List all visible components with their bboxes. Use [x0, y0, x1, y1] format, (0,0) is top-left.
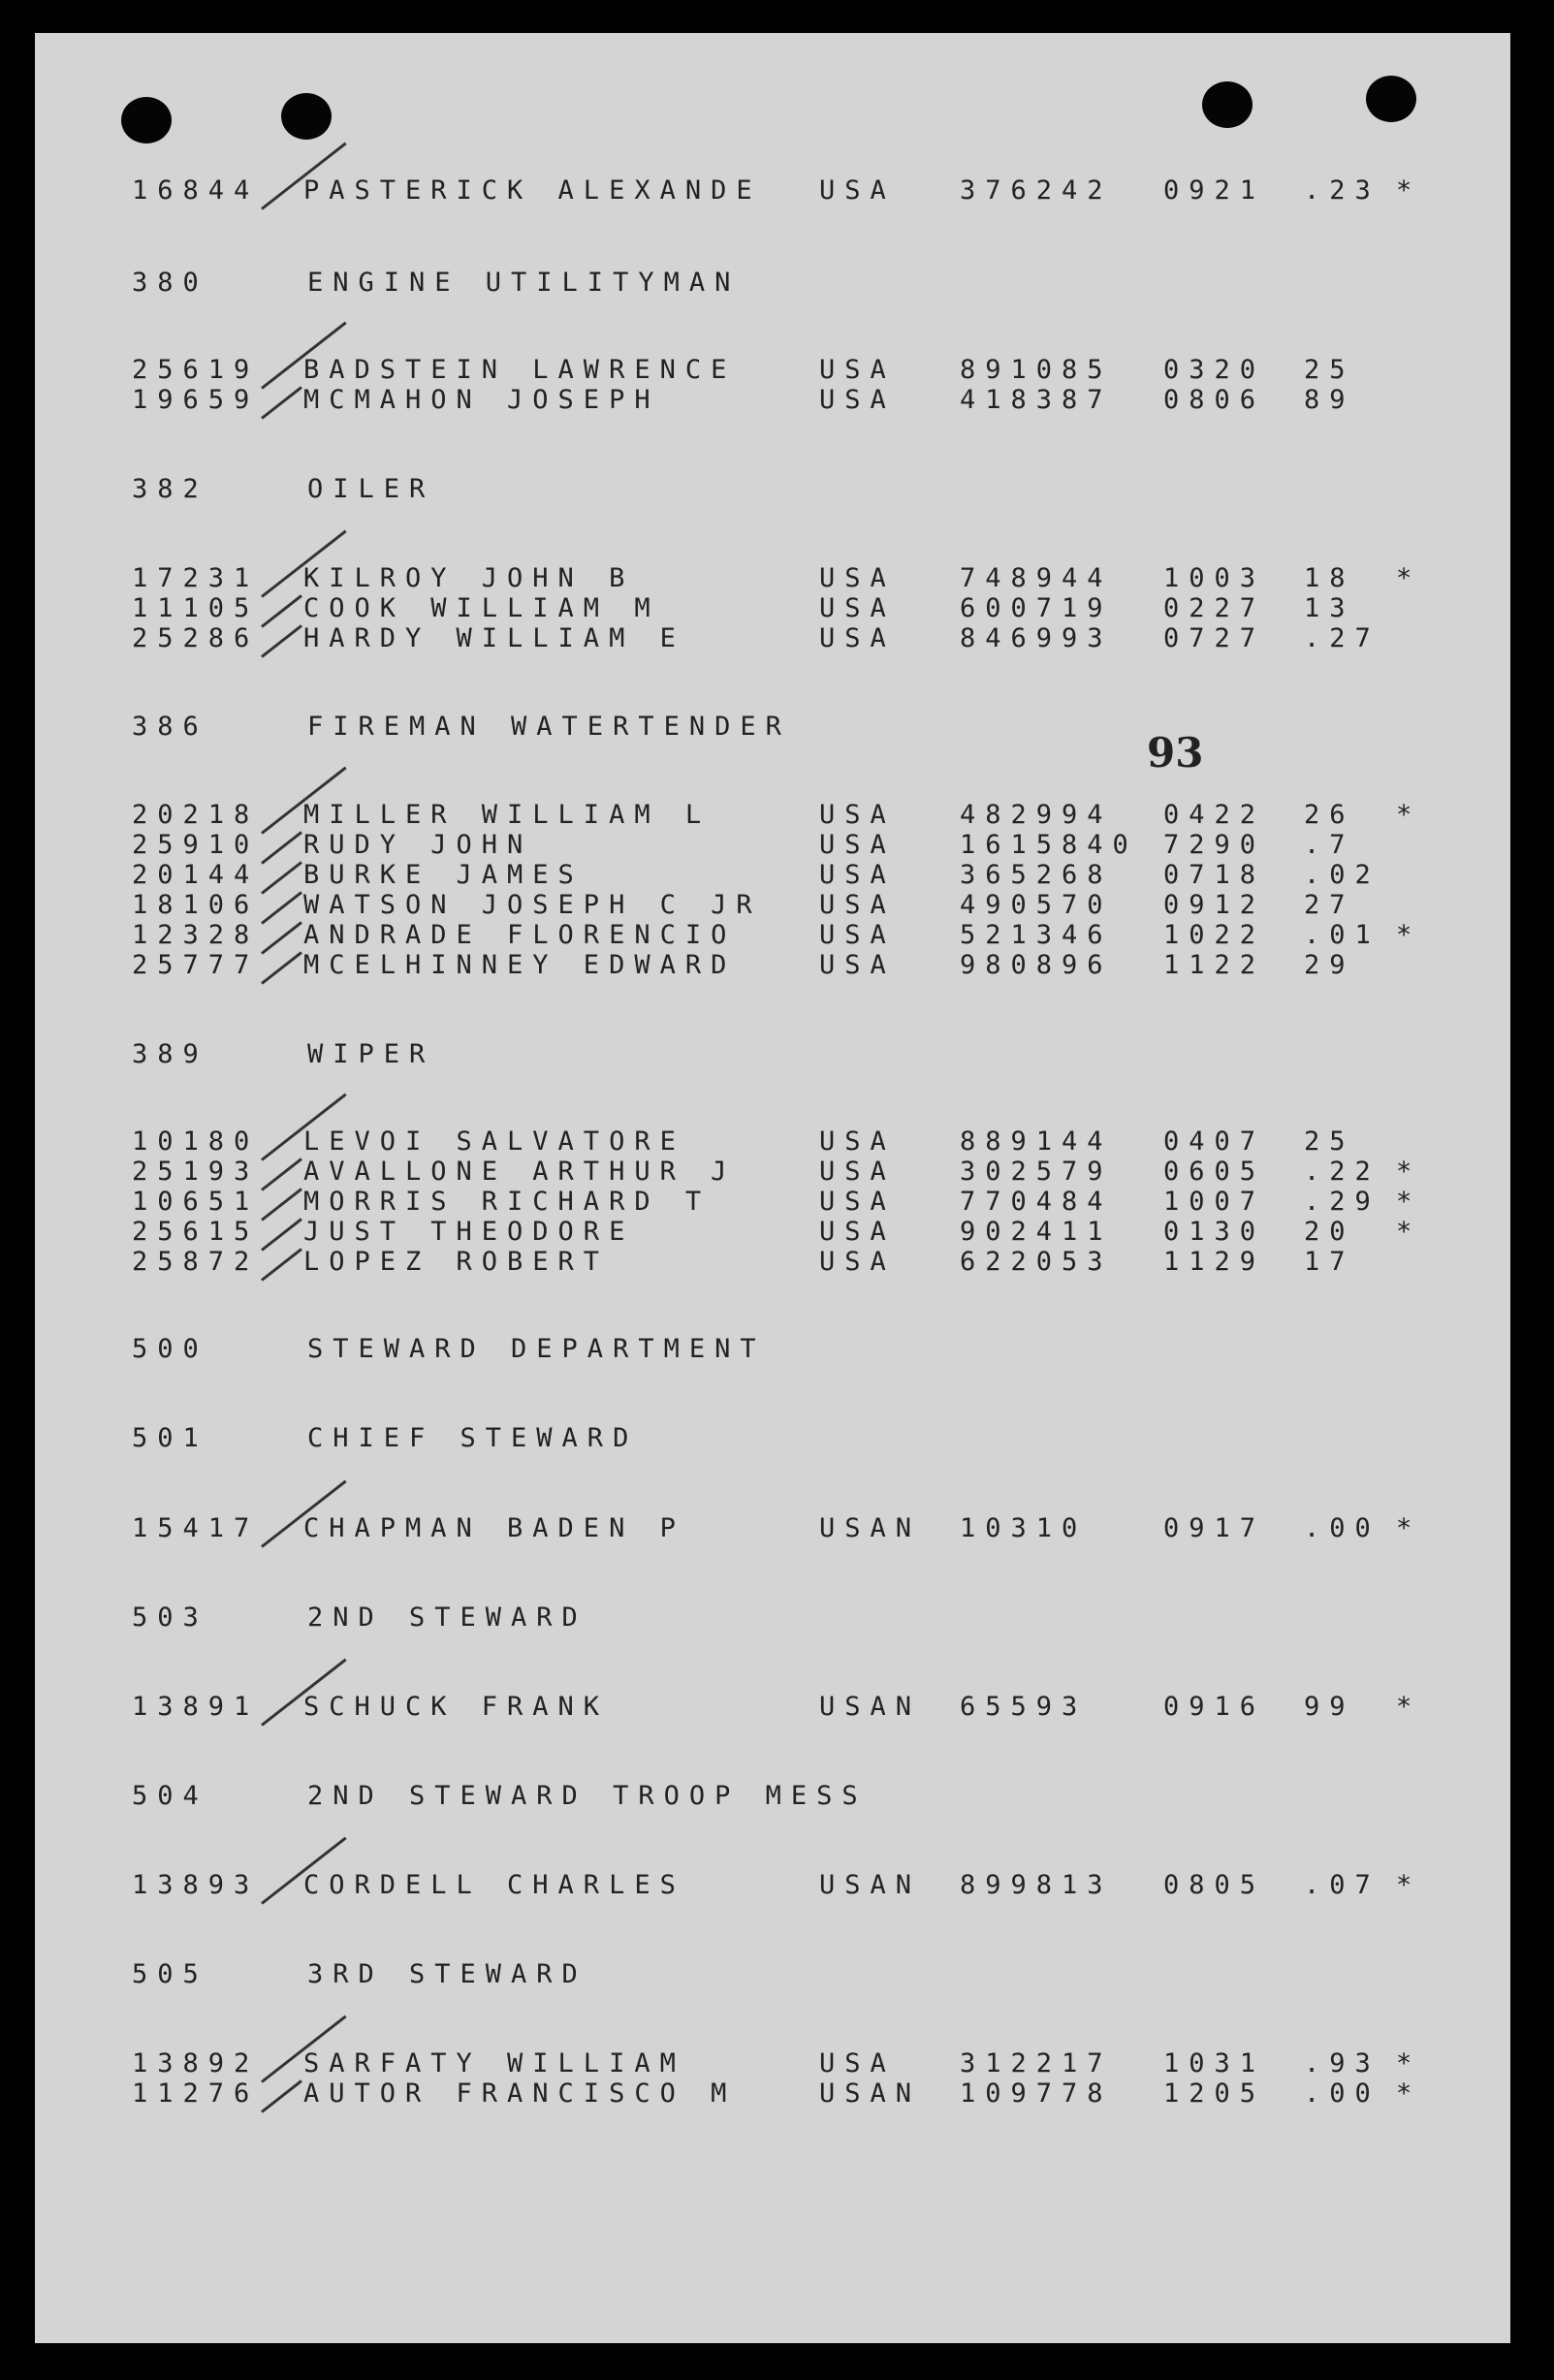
- asterisk-mark: *: [1396, 2048, 1422, 2079]
- citizenship: USA: [819, 175, 896, 206]
- check-mark-icon: [261, 861, 302, 894]
- crew-name: RUDY JOHN: [303, 830, 533, 860]
- value-code: 20: [1304, 1217, 1355, 1247]
- crew-row: [0, 801, 1554, 830]
- citizenship: USAN: [819, 1870, 922, 1900]
- certificate-number: 899813: [960, 1870, 1113, 1900]
- citizenship: USA: [819, 1247, 896, 1277]
- date-code: 0320: [1163, 355, 1266, 385]
- asterisk-mark: *: [1396, 920, 1422, 950]
- crew-number: 25910: [132, 830, 260, 860]
- value-code: 99: [1304, 1692, 1355, 1722]
- value-code: .00: [1304, 2079, 1380, 2109]
- crew-number: 25286: [132, 623, 260, 653]
- section-title: 3RD STEWARD: [307, 1959, 587, 1989]
- certificate-number: 902411: [960, 1217, 1113, 1247]
- certificate-number: 365268: [960, 860, 1113, 890]
- certificate-number: 109778: [960, 2079, 1113, 2109]
- crew-row: [0, 1514, 1554, 1543]
- citizenship: USA: [819, 1157, 896, 1187]
- section-heading: [0, 1040, 1554, 1069]
- crew-name: CORDELL CHARLES: [303, 1870, 685, 1900]
- section-heading: [0, 1335, 1554, 1364]
- section-code: 380: [132, 268, 208, 298]
- asterisk-mark: *: [1396, 563, 1422, 593]
- value-code: .27: [1304, 623, 1380, 653]
- crew-row: [0, 2079, 1554, 2109]
- section-title: STEWARD DEPARTMENT: [307, 1334, 766, 1364]
- value-code: .7: [1304, 830, 1355, 860]
- value-code: .23: [1304, 175, 1380, 206]
- citizenship: USA: [819, 1217, 896, 1247]
- value-code: .02: [1304, 860, 1380, 890]
- crew-number: 11105: [132, 593, 260, 623]
- section-code: 501: [132, 1423, 208, 1453]
- crew-row: [0, 356, 1554, 385]
- citizenship: USA: [819, 623, 896, 653]
- section-title: 2ND STEWARD: [307, 1603, 587, 1633]
- check-mark-icon: [261, 1218, 302, 1251]
- crew-name: COOK WILLIAM M: [303, 593, 660, 623]
- asterisk-mark: *: [1396, 800, 1422, 830]
- citizenship: USA: [819, 355, 896, 385]
- date-code: 1003: [1163, 563, 1266, 593]
- value-code: 89: [1304, 385, 1355, 415]
- punch-hole-icon: [1202, 81, 1253, 128]
- crew-number: 13892: [132, 2048, 260, 2079]
- punch-hole-icon: [121, 97, 172, 143]
- check-mark-icon: [261, 921, 302, 954]
- value-code: 18: [1304, 563, 1355, 593]
- crew-name: AVALLONE ARTHUR J: [303, 1157, 737, 1187]
- citizenship: USAN: [819, 1692, 922, 1722]
- crew-row: [0, 624, 1554, 653]
- date-code: 0805: [1163, 1870, 1266, 1900]
- certificate-number: 418387: [960, 385, 1113, 415]
- crew-number: 11276: [132, 2079, 260, 2109]
- date-code: 0917: [1163, 1513, 1266, 1543]
- certificate-number: 312217: [960, 2048, 1113, 2079]
- date-code: 1129: [1163, 1247, 1266, 1277]
- section-heading: [0, 269, 1554, 298]
- certificate-number: 622053: [960, 1247, 1113, 1277]
- citizenship: USA: [819, 800, 896, 830]
- citizenship: USA: [819, 830, 896, 860]
- certificate-number: 490570: [960, 890, 1113, 920]
- citizenship: USA: [819, 920, 896, 950]
- crew-row: [0, 1218, 1554, 1247]
- date-code: 1022: [1163, 920, 1266, 950]
- certificate-number: 846993: [960, 623, 1113, 653]
- date-code: 0806: [1163, 385, 1266, 415]
- section-title: CHIEF STEWARD: [307, 1423, 639, 1453]
- check-mark-icon: [261, 891, 302, 924]
- section-heading: [0, 1960, 1554, 1989]
- date-code: 0130: [1163, 1217, 1266, 1247]
- value-code: .29: [1304, 1187, 1380, 1217]
- certificate-number: 600719: [960, 593, 1113, 623]
- citizenship: USA: [819, 1127, 896, 1157]
- crew-number: 13893: [132, 1870, 260, 1900]
- value-code: .00: [1304, 1513, 1380, 1543]
- crew-number: 10180: [132, 1127, 260, 1157]
- crew-number: 20218: [132, 800, 260, 830]
- value-code: 25: [1304, 1127, 1355, 1157]
- crew-number: 17231: [132, 563, 260, 593]
- value-code: 29: [1304, 950, 1355, 980]
- section-code: 505: [132, 1959, 208, 1989]
- value-code: 17: [1304, 1247, 1355, 1277]
- asterisk-mark: *: [1396, 2079, 1422, 2109]
- citizenship: USA: [819, 593, 896, 623]
- crew-row: [0, 1188, 1554, 1217]
- section-title: WIPER: [307, 1039, 435, 1069]
- section-code: 504: [132, 1781, 208, 1811]
- section-code: 389: [132, 1039, 208, 1069]
- certificate-number: 482994: [960, 800, 1113, 830]
- crew-name: AUTOR FRANCISCO M: [303, 2079, 737, 2109]
- section-title: FIREMAN WATERTENDER: [307, 712, 791, 742]
- check-mark-icon: [261, 2079, 302, 2112]
- crew-number: 25193: [132, 1157, 260, 1187]
- date-code: 0718: [1163, 860, 1266, 890]
- date-code: 0227: [1163, 593, 1266, 623]
- certificate-number: 889144: [960, 1127, 1113, 1157]
- section-title: 2ND STEWARD TROOP MESS: [307, 1781, 868, 1811]
- crew-name: KILROY JOHN B: [303, 563, 635, 593]
- crew-name: BADSTEIN LAWRENCE: [303, 355, 737, 385]
- value-code: 13: [1304, 593, 1355, 623]
- crew-row: [0, 891, 1554, 920]
- value-code: 26: [1304, 800, 1355, 830]
- crew-row: [0, 2049, 1554, 2079]
- crew-number: 12328: [132, 920, 260, 950]
- crew-row: [0, 831, 1554, 860]
- crew-name: SCHUCK FRANK: [303, 1692, 610, 1722]
- crew-row: [0, 176, 1554, 206]
- date-code: 0916: [1163, 1692, 1266, 1722]
- crew-row: [0, 1127, 1554, 1157]
- crew-name: ANDRADE FLORENCIO: [303, 920, 737, 950]
- certificate-number: 376242: [960, 175, 1113, 206]
- value-code: 25: [1304, 355, 1355, 385]
- certificate-number: 521346: [960, 920, 1113, 950]
- crew-number: 25777: [132, 950, 260, 980]
- crew-number: 10651: [132, 1187, 260, 1217]
- crew-name: MORRIS RICHARD T: [303, 1187, 712, 1217]
- crew-name: LEVOI SALVATORE: [303, 1127, 685, 1157]
- date-code: 0605: [1163, 1157, 1266, 1187]
- page-number-stamp: 93: [1147, 729, 1204, 777]
- date-code: 0727: [1163, 623, 1266, 653]
- crew-row: [0, 1871, 1554, 1900]
- certificate-number: 10310: [960, 1513, 1088, 1543]
- citizenship: USA: [819, 860, 896, 890]
- crew-row: [0, 921, 1554, 950]
- value-code: .93: [1304, 2048, 1380, 2079]
- crew-row: [0, 1248, 1554, 1277]
- asterisk-mark: *: [1396, 175, 1422, 206]
- section-code: 386: [132, 712, 208, 742]
- section-heading: [0, 1603, 1554, 1633]
- crew-name: MILLER WILLIAM L: [303, 800, 712, 830]
- certificate-number: 748944: [960, 563, 1113, 593]
- check-mark-icon: [261, 951, 302, 984]
- value-code: .07: [1304, 1870, 1380, 1900]
- citizenship: USAN: [819, 1513, 922, 1543]
- date-code: 1122: [1163, 950, 1266, 980]
- crew-number: 20144: [132, 860, 260, 890]
- certificate-number: 770484: [960, 1187, 1113, 1217]
- crew-number: 16844: [132, 175, 260, 206]
- date-code: 1007: [1163, 1187, 1266, 1217]
- asterisk-mark: *: [1396, 1187, 1422, 1217]
- crew-number: 18106: [132, 890, 260, 920]
- certificate-number: 980896: [960, 950, 1113, 980]
- citizenship: USA: [819, 563, 896, 593]
- certificate-number: 65593: [960, 1692, 1088, 1722]
- citizenship: USA: [819, 1187, 896, 1217]
- section-heading: [0, 1424, 1554, 1453]
- date-code: 1205: [1163, 2079, 1266, 2109]
- crew-name: JUST THEODORE: [303, 1217, 635, 1247]
- crew-name: SARFATY WILLIAM: [303, 2048, 685, 2079]
- check-mark-icon: [261, 1188, 302, 1221]
- crew-name: CHAPMAN BADEN P: [303, 1513, 685, 1543]
- crew-number: 19659: [132, 385, 260, 415]
- citizenship: USA: [819, 2048, 896, 2079]
- section-code: 503: [132, 1603, 208, 1633]
- asterisk-mark: *: [1396, 1692, 1422, 1722]
- asterisk-mark: *: [1396, 1157, 1422, 1187]
- certificate-number: 302579: [960, 1157, 1113, 1187]
- date-code: 1031: [1163, 2048, 1266, 2079]
- asterisk-mark: *: [1396, 1870, 1422, 1900]
- crew-name: BURKE JAMES: [303, 860, 584, 890]
- asterisk-mark: *: [1396, 1217, 1422, 1247]
- citizenship: USAN: [819, 2079, 922, 2109]
- crew-row: [0, 564, 1554, 593]
- crew-name: MCMAHON JOSEPH: [303, 385, 660, 415]
- crew-row: [0, 386, 1554, 415]
- check-mark-icon: [261, 624, 302, 657]
- date-code: 0422: [1163, 800, 1266, 830]
- check-mark-icon: [261, 594, 302, 627]
- check-mark-icon: [261, 831, 302, 864]
- section-title: OILER: [307, 474, 435, 504]
- crew-name: HARDY WILLIAM E: [303, 623, 685, 653]
- crew-number: 25619: [132, 355, 260, 385]
- crew-row: [0, 1158, 1554, 1187]
- crew-row: [0, 594, 1554, 623]
- section-heading: [0, 1782, 1554, 1811]
- citizenship: USA: [819, 385, 896, 415]
- certificate-number: 1615840: [960, 830, 1138, 860]
- crew-row: [0, 951, 1554, 980]
- value-code: .01: [1304, 920, 1380, 950]
- crew-name: MCELHINNEY EDWARD: [303, 950, 737, 980]
- crew-number: 13891: [132, 1692, 260, 1722]
- date-code: 0921: [1163, 175, 1266, 206]
- certificate-number: 891085: [960, 355, 1113, 385]
- crew-name: LOPEZ ROBERT: [303, 1247, 610, 1277]
- date-code: 0912: [1163, 890, 1266, 920]
- crew-row: [0, 861, 1554, 890]
- date-code: 7290: [1163, 830, 1266, 860]
- section-code: 382: [132, 474, 208, 504]
- citizenship: USA: [819, 950, 896, 980]
- citizenship: USA: [819, 890, 896, 920]
- value-code: 27: [1304, 890, 1355, 920]
- crew-name: WATSON JOSEPH C JR: [303, 890, 762, 920]
- section-heading: [0, 475, 1554, 504]
- section-title: ENGINE UTILITYMAN: [307, 268, 741, 298]
- check-mark-icon: [261, 1158, 302, 1190]
- crew-number: 25872: [132, 1247, 260, 1277]
- date-code: 0407: [1163, 1127, 1266, 1157]
- asterisk-mark: *: [1396, 1513, 1422, 1543]
- punch-hole-icon: [281, 93, 332, 140]
- section-code: 500: [132, 1334, 208, 1364]
- crew-number: 15417: [132, 1513, 260, 1543]
- crew-name: PASTERICK ALEXANDE: [303, 175, 762, 206]
- section-heading: [0, 713, 1554, 742]
- punch-hole-icon: [1366, 76, 1416, 122]
- crew-number: 25615: [132, 1217, 260, 1247]
- check-mark-icon: [261, 1248, 302, 1281]
- check-mark-icon: [261, 386, 302, 419]
- crew-row: [0, 1693, 1554, 1722]
- value-code: .22: [1304, 1157, 1380, 1187]
